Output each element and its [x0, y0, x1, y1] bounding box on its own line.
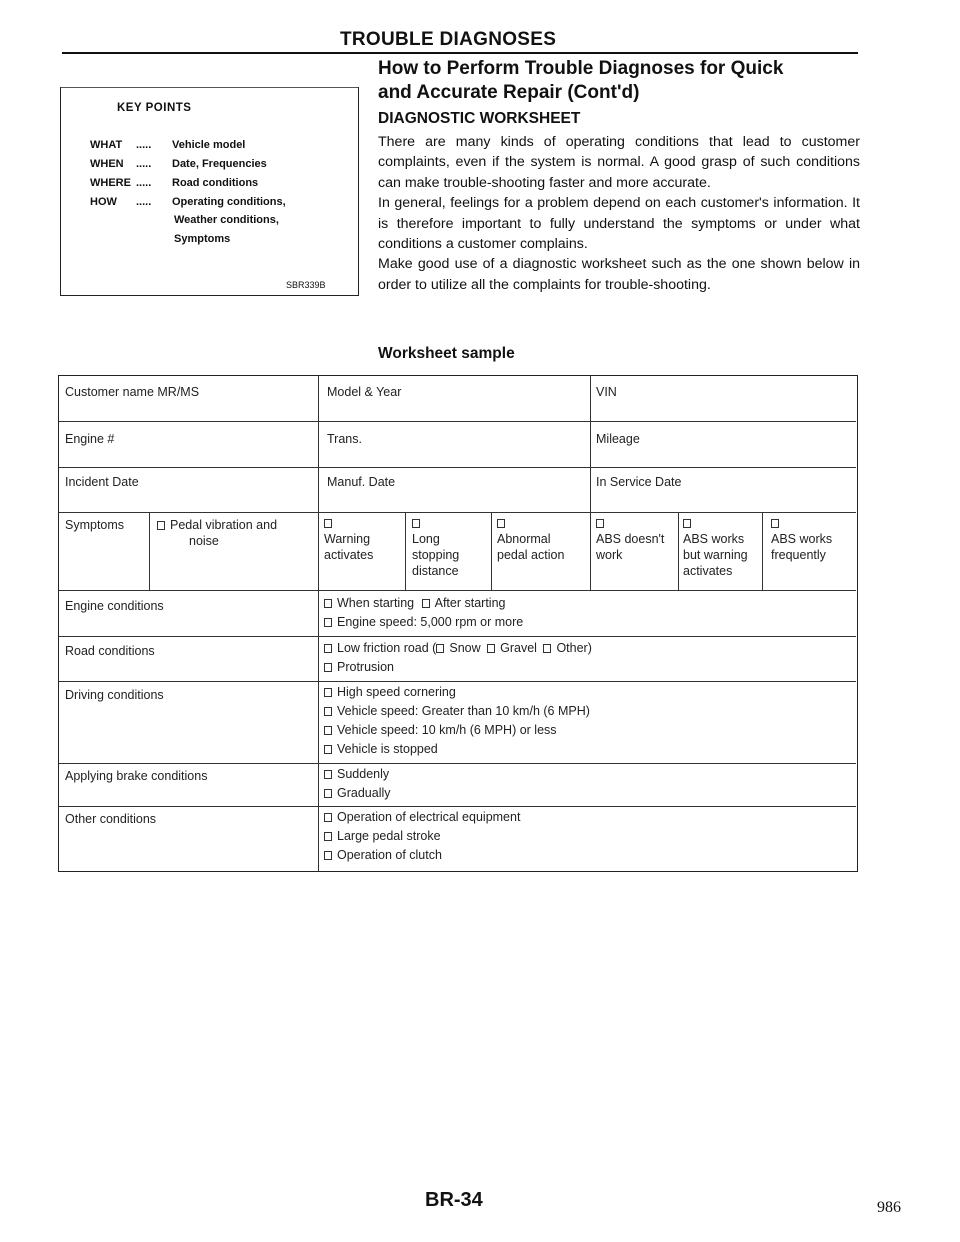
symptom-text: work: [596, 548, 623, 562]
option-text: Operation of electrical equipment: [337, 810, 521, 824]
symptom-text: Long: [412, 532, 440, 546]
key-point-value: Operating conditions,: [172, 196, 286, 208]
option-text: Gradually: [337, 786, 391, 800]
key-point-dots: .....: [136, 158, 152, 170]
symptom-text: Abnormal: [497, 532, 551, 546]
condition-line: [324, 658, 592, 677]
paragraph-2: In general, feelings for a problem depend on each customer's information. It is therefore important to fully understand the symptoms or under what conditions a customer complains.: [378, 195, 860, 253]
road-conditions-label: Road conditions: [65, 644, 155, 658]
section-title-line-2: and Accurate Repair (Cont'd): [378, 82, 640, 103]
checkbox[interactable]: [497, 519, 505, 528]
key-point-value: Date, Frequencies: [172, 158, 267, 170]
condition-line: [324, 740, 590, 759]
option-text: High speed cornering: [337, 685, 456, 699]
symptom-text: activates: [683, 564, 733, 578]
checkbox[interactable]: [324, 745, 332, 754]
symptom-text: ABS works: [771, 532, 833, 546]
column-divider: [590, 512, 591, 590]
key-point-how: [90, 196, 286, 208]
symptom-text: but warning: [683, 548, 748, 562]
checkbox[interactable]: [596, 519, 604, 528]
customer-name-label: Customer name MR/MS: [65, 385, 200, 399]
symptom-text: activates: [324, 548, 374, 562]
title-rule: [62, 52, 858, 54]
symptom-abs-works-warning: [683, 515, 748, 579]
checkbox[interactable]: [324, 618, 332, 627]
body-text: [378, 132, 860, 295]
row-divider: [59, 421, 856, 422]
option-text: Gravel: [500, 641, 537, 655]
column-divider: [491, 512, 492, 590]
key-points-title: KEY POINTS: [117, 102, 192, 114]
worksheet-table: [58, 375, 858, 872]
checkbox[interactable]: [324, 726, 332, 735]
key-point-dots: .....: [136, 196, 152, 208]
vin-label: VIN: [596, 385, 617, 399]
checkbox[interactable]: [324, 519, 332, 528]
checkbox[interactable]: [324, 663, 332, 672]
condition-line: [324, 683, 590, 702]
driving-conditions-label: Driving conditions: [65, 688, 164, 702]
row-divider: [59, 681, 856, 682]
paragraph-1: There are many kinds of operating conditions that lead to customer complaints, even if the system is normal. A good grasp of such conditions can make trouble-shooting faster and more accurate.: [378, 134, 860, 191]
key-point-where: [90, 177, 258, 189]
symptom-pedal-vibration: [157, 517, 277, 549]
row-divider: [59, 512, 856, 513]
road-conditions-options: [324, 639, 592, 677]
symptom-text: distance: [412, 564, 459, 578]
incident-date-label: Incident Date: [65, 475, 139, 489]
key-point-label: WHEN: [90, 158, 124, 170]
key-point-label: WHAT: [90, 139, 123, 151]
checkbox[interactable]: [324, 813, 332, 822]
model-year-label: Model & Year: [327, 385, 402, 399]
option-text: Vehicle speed: 10 km/h (6 MPH) or less: [337, 723, 557, 737]
condition-line: [324, 827, 520, 846]
symptom-warning-activates: [324, 515, 373, 563]
symptom-text: pedal action: [497, 548, 565, 562]
checkbox[interactable]: [683, 519, 691, 528]
symptom-abs-works-frequently: [771, 515, 832, 563]
column-divider: [678, 512, 679, 590]
checkbox[interactable]: [543, 644, 551, 653]
key-point-label: HOW: [90, 196, 117, 208]
condition-line: [324, 613, 523, 632]
key-point-continuation: Symptoms: [174, 233, 231, 245]
checkbox[interactable]: [487, 644, 495, 653]
page-title: TROUBLE DIAGNOSES: [340, 29, 557, 50]
option-text: After starting: [434, 596, 506, 610]
symptom-text: Pedal vibration and: [170, 518, 278, 532]
symptom-text: stopping: [412, 548, 460, 562]
checkbox[interactable]: [436, 644, 444, 653]
key-point-label: WHERE: [90, 177, 131, 189]
column-divider: [405, 512, 406, 590]
condition-line: [324, 721, 590, 740]
key-point-value: Road conditions: [172, 177, 259, 189]
checkbox[interactable]: [412, 519, 420, 528]
key-point-dots: .....: [136, 139, 152, 151]
paragraph-3: Make good use of a diagnostic worksheet such as the one shown below in order to utilize all the complaints for trouble-shooting.: [378, 256, 860, 293]
key-point-continuation: Weather conditions,: [174, 214, 279, 226]
checkbox[interactable]: [324, 599, 332, 608]
row-divider: [59, 763, 856, 764]
condition-line: [324, 594, 523, 613]
symptom-abs-doesnt-work: [596, 515, 664, 563]
row-divider: [59, 467, 856, 468]
checkbox[interactable]: [324, 832, 332, 841]
section-title-line-1: How to Perform Trouble Diagnoses for Quick: [378, 58, 784, 79]
option-text: Protrusion: [337, 660, 394, 674]
row-divider: [59, 636, 856, 637]
key-point-dots: .....: [136, 177, 152, 189]
option-text: Large pedal stroke: [337, 829, 441, 843]
symptom-long-stopping-distance: [412, 515, 459, 579]
key-point-when: [90, 158, 267, 170]
checkbox[interactable]: [422, 599, 430, 608]
figure-code: SBR339B: [286, 280, 326, 290]
symptom-text: ABS doesn't: [596, 532, 665, 546]
option-text: Vehicle is stopped: [337, 742, 438, 756]
checkbox[interactable]: [157, 521, 165, 530]
symptoms-label: Symptoms: [65, 518, 125, 532]
symptom-text: ABS works: [683, 532, 745, 546]
option-text: Other): [556, 641, 592, 655]
engine-number-label: Engine #: [65, 432, 115, 446]
folio-number: 986: [877, 1199, 901, 1216]
condition-line: [324, 639, 592, 658]
checkbox[interactable]: [324, 688, 332, 697]
checkbox[interactable]: [324, 707, 332, 716]
manuf-date-label: Manuf. Date: [327, 475, 396, 489]
trans-label: Trans.: [327, 432, 362, 446]
key-points-box: [60, 87, 359, 296]
other-conditions-options: [324, 808, 520, 865]
engine-conditions-label: Engine conditions: [65, 599, 164, 613]
condition-line: [324, 765, 391, 784]
option-text: Vehicle speed: Greater than 10 km/h (6 MPH): [337, 704, 590, 718]
column-divider: [149, 512, 150, 590]
engine-conditions-options: [324, 594, 523, 632]
condition-line: [324, 846, 520, 865]
condition-line: [324, 784, 391, 803]
key-point-what: [90, 139, 245, 151]
page-number: BR-34: [425, 1189, 483, 1211]
condition-line: [324, 702, 590, 721]
option-text: Snow: [449, 641, 481, 655]
column-divider: [318, 376, 319, 871]
symptom-text: Warning: [324, 532, 371, 546]
checkbox[interactable]: [324, 789, 332, 798]
mileage-label: Mileage: [596, 432, 640, 446]
condition-line: [324, 808, 520, 827]
driving-conditions-options: [324, 683, 590, 759]
symptom-abnormal-pedal-action: [497, 515, 564, 563]
checkbox[interactable]: [324, 851, 332, 860]
in-service-date-label: In Service Date: [596, 475, 682, 489]
key-point-value: Vehicle model: [172, 139, 246, 151]
symptom-text: frequently: [771, 548, 826, 562]
symptom-text: noise: [189, 534, 219, 548]
braking-conditions-options: [324, 765, 391, 803]
option-text: Low friction road (: [337, 641, 437, 655]
checkbox[interactable]: [771, 519, 779, 528]
checkbox[interactable]: [324, 644, 332, 653]
column-divider: [762, 512, 763, 590]
option-text: Operation of clutch: [337, 848, 442, 862]
column-divider: [590, 376, 591, 512]
subtitle-diagnostic-worksheet: DIAGNOSTIC WORKSHEET: [378, 110, 581, 127]
section-title: [378, 57, 858, 105]
checkbox[interactable]: [324, 770, 332, 779]
option-text: Engine speed: 5,000 rpm or more: [337, 615, 524, 629]
other-conditions-label: Other conditions: [65, 812, 157, 826]
row-divider: [59, 590, 856, 591]
row-divider: [59, 806, 856, 807]
worksheet-title: Worksheet sample: [378, 345, 515, 362]
option-text: When starting: [337, 596, 415, 610]
option-text: Suddenly: [337, 767, 390, 781]
braking-conditions-label: Applying brake conditions: [65, 769, 208, 783]
